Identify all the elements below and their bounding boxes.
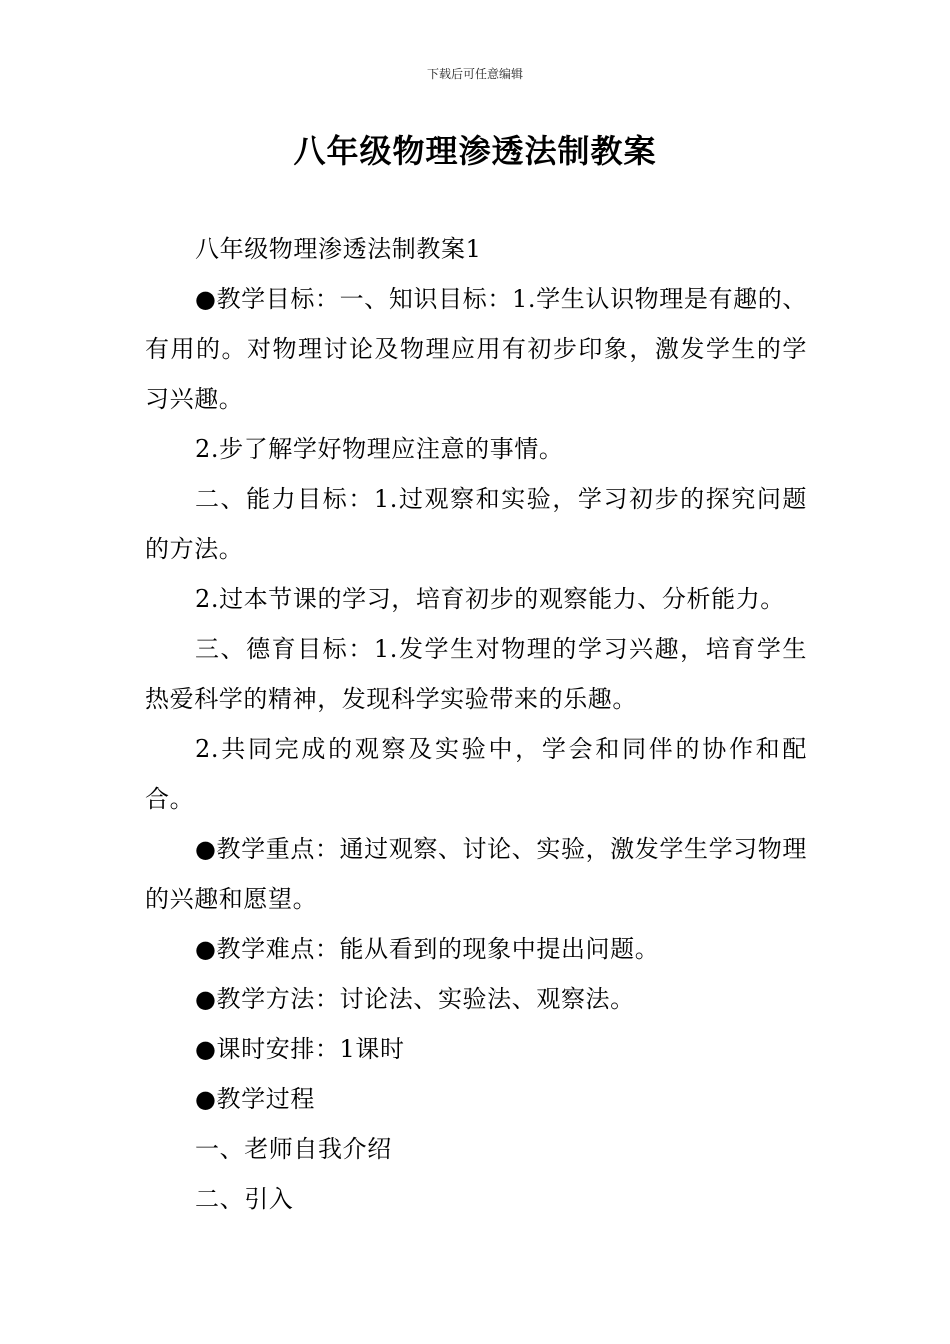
paragraph-difficulties: ●教学难点：能从看到的现象中提出问题。: [195, 935, 660, 963]
paragraph-step-1: 一、老师自我介绍: [195, 1135, 392, 1163]
page-header: 下载后可任意编辑: [426, 67, 523, 81]
paragraph-process: ●教学过程: [195, 1085, 315, 1113]
paragraph-methods: ●教学方法：讨论法、实验法、观察法。: [195, 985, 635, 1013]
paragraph-moral-goal-2: 2.共同完成的观察及实验中，学会和同伴的协作和配合。: [145, 735, 807, 813]
paragraph-knowledge-goal-2: 2.步了解学好物理应注意的事情。: [195, 435, 564, 463]
document-body: [145, 224, 807, 1224]
paragraph-ability-goals: 二、能力目标：1.过观察和实验，学习初步的探究问题的方法。: [145, 485, 807, 563]
paragraph-ability-goal-2: 2.过本节课的学习，培育初步的观察能力、分析能力。: [195, 585, 785, 613]
paragraph-step-2: 二、引入: [195, 1185, 294, 1213]
paragraph-subtitle: 八年级物理渗透法制教案1: [195, 235, 482, 263]
paragraph-key-points: ●教学重点：通过观察、讨论、实验，激发学生学习物理的兴趣和愿望。: [145, 835, 807, 913]
paragraph-teaching-goals: ●教学目标：一、知识目标：1.学生认识物理是有趣的、有用的。对物理讨论及物理应用有初步印象，激发学生的学习兴趣。: [145, 285, 807, 413]
paragraph-moral-goals: 三、德育目标：1.发学生对物理的学习兴趣，培育学生热爱科学的精神，发现科学实验带来的乐趣。: [145, 635, 807, 713]
paragraph-schedule: ●课时安排：1课时: [195, 1035, 405, 1063]
document-title: 八年级物理渗透法制教案: [293, 132, 657, 170]
